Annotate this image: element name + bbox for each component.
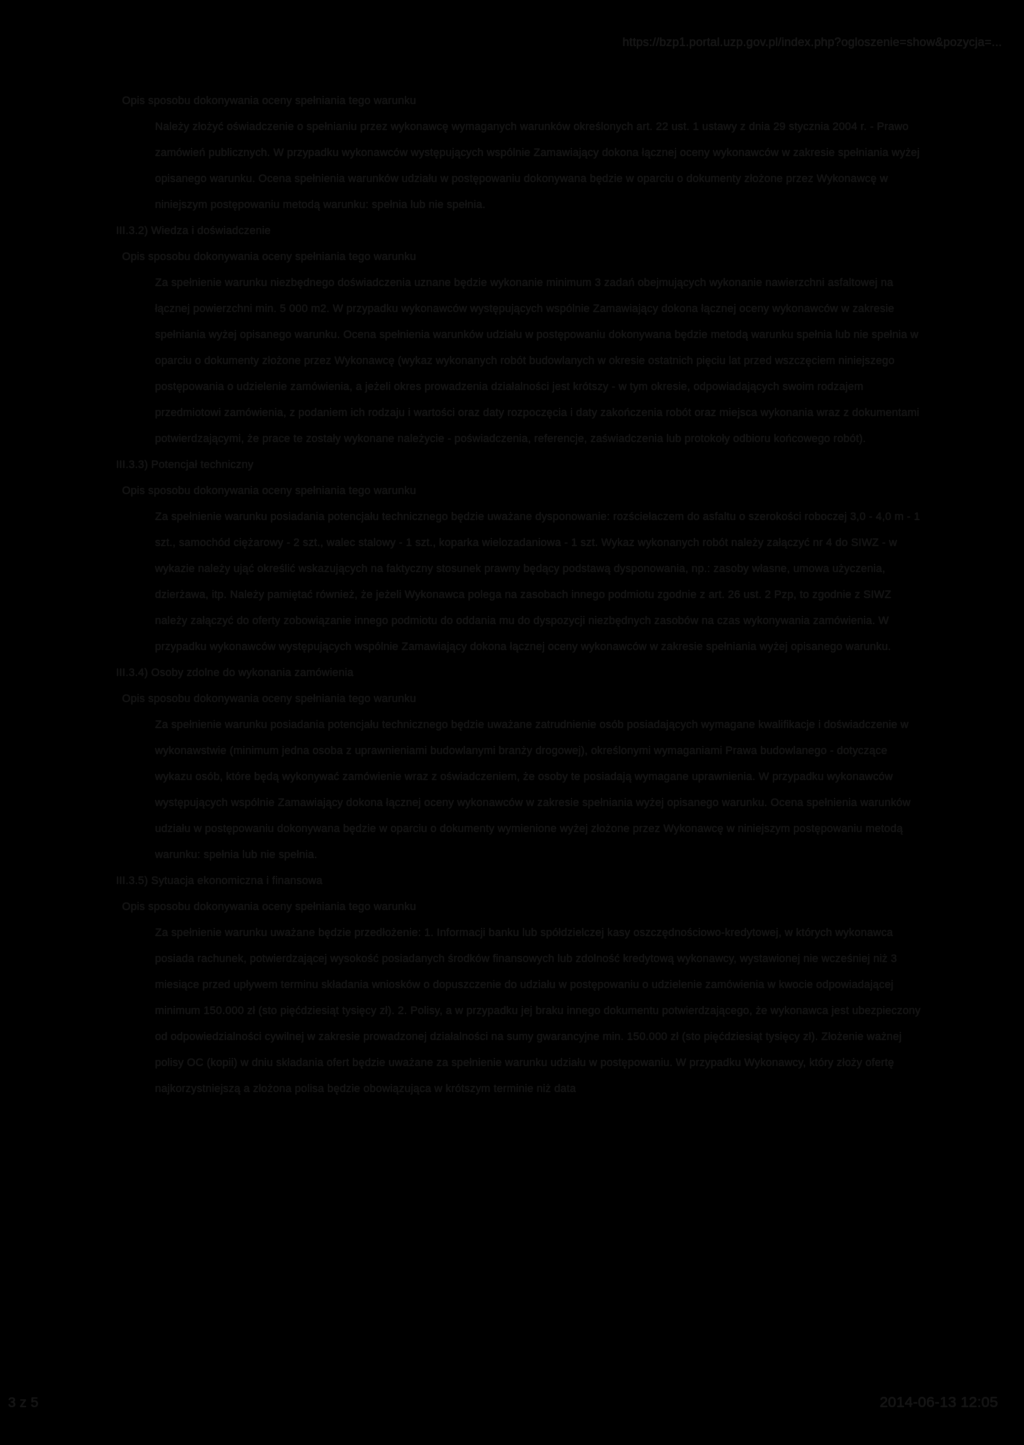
block-paragraph: Za spełnienie warunku uważane będzie przedłożenie: 1. Informacji banku lub spółdzielczej kasy oszczędnościowo-kredytowej, w których wykonawca posiada rachunek, potwierdzającej wysokość posiadanych środków finansowych lub zdolność kredytową wykonawcy, wystawionej nie wcześniej niż 3 miesiące przed upływem terminu składania wniosków o dopuszczenie do udziału w postępowaniu o udzielenie zamówienia w kwocie odpowiadającej minimum 150.000 zł (sto pięćdziesiąt tysięcy zł). 2. Polisy, a w przypadku jej braku innego dokumentu potwierdzającego, że wykonawca jest ubezpieczony od odpowiedzialności cywilnej w zakresie prowadzonej działalności na sumy gwarancyjne min. 150.000 zł (sto pięćdziesiąt tysięcy zł). Złożenie ważnej polisy OC (kopii) w dniu składania ofert będzie uważane za spełnienie warunku udziału w postępowaniu. W przypadku Wykonawcy, który złoży ofertę najkorzystniejszą a złożona polisa będzie obowiązująca w krótszym terminie niż data <box>155 927 921 1095</box>
block-heading: Opis sposobu dokonywania oceny spełniania tego warunku <box>122 95 417 107</box>
block-heading: Opis sposobu dokonywania oceny spełniania tego warunku <box>122 485 417 497</box>
section-title: III.3.2) Wiedza i doświadczenie <box>116 225 271 237</box>
section-sytuacja <box>116 868 932 1102</box>
block-heading: Opis sposobu dokonywania oceny spełniania tego warunku <box>122 901 417 913</box>
section-osoby <box>116 660 932 868</box>
block-paragraph: Należy złożyć oświadczenie o spełnianiu przez wykonawcę wymaganych warunków określonych art. 22 ust. 1 ustawy z dnia 29 stycznia 2004 r. - Prawo zamówień publicznych. W przypadku wykonawców występujących wspólnie Zamawiający dokona łącznej oceny wykonawców w zakresie spełniania wyżej opisanego warunku. Ocena spełnienia warunków udziału w postępowaniu dokonywana będzie w oparciu o dokumenty złożone przez Wykonawcę w niniejszym postępowaniu metodą warunku: spełnia lub nie spełnia. <box>155 121 920 211</box>
page-url: https://bzp1.portal.uzp.gov.pl/index.php?ogloszenie=show&pozycja=... <box>622 35 1002 49</box>
section-title: III.3.4) Osoby zdolne do wykonania zamówienia <box>116 667 354 679</box>
print-datetime: 2014-06-13 12:05 <box>879 1394 998 1411</box>
section-title: III.3.5) Sytuacja ekonomiczna i finansowa <box>116 875 323 887</box>
block-heading: Opis sposobu dokonywania oceny spełniania tego warunku <box>122 251 417 263</box>
section-title: III.3.3) Potencjał techniczny <box>116 459 254 471</box>
conditions-block-1 <box>122 88 932 218</box>
block-paragraph: Za spełnienie warunku posiadania potencjału technicznego będzie uważane zatrudnienie osób posiadających wymagane kwalifikacje i doświadczenie w wykonawstwie (minimum jedna osoba z uprawnieniami budowlanymi branży drogowej), określonymi wymaganiami Prawa budowlanego - dotyczące wykazu osób, które będą wykonywać zamówienie wraz z oświadczeniem, że osoby te posiadają wymagane uprawnienia. W przypadku wykonawców występujących wspólnie Zamawiający dokona łącznej oceny wykonawców w zakresie spełniania wyżej opisanego warunku. Ocena spełnienia warunków udziału w postępowaniu dokonywana będzie w oparciu o dokumenty wymienione wyżej złożone przez Wykonawcę w niniejszym postępowaniu metodą warunku: spełnia lub nie spełnia. <box>155 719 911 861</box>
block-paragraph: Za spełnienie warunku posiadania potencjału technicznego będzie uważane dysponowanie: rozściełaczem do asfaltu o szerokości roboczej 3,0 - 4,0 m - 1 szt., samochód ciężarowy - 2 szt., walec stalowy - 1 szt., koparka wielozadaniowa - 1 szt. Wykaz wykonanych robót należy załączyć nr 4 do SIWZ - w wykazie należy ująć określić wskazujących na faktyczny stosunek prawny będący podstawą dysponowania, np.: zasoby własne, umowa użyczenia, dzierżawa, itp. Należy pamiętać również, że jeżeli Wykonawca polega na zasobach innego podmiotu zgodnie z art. 26 ust. 2 Pzp, to zgodnie z SIWZ należy załączyć do oferty zobowiązanie innego podmiotu do oddania mu do dyspozycji niezbędnych zasobów na czas wykonywania zamówienia. W przypadku wykonawców występujących wspólnie Zamawiający dokona łącznej oceny wykonawców w zakresie spełniania wyżej opisanego warunku. <box>155 511 921 653</box>
section-wiedza <box>116 218 932 452</box>
section-potencjal <box>116 452 932 660</box>
block-heading: Opis sposobu dokonywania oceny spełniania tego warunku <box>122 693 417 705</box>
block-paragraph: Za spełnienie warunku niezbędnego doświadczenia uznane będzie wykonanie minimum 3 zadań obejmujących wykonanie nawierzchni asfaltowej na łącznej powierzchni min. 5 000 m2. W przypadku wykonawców występujących wspólnie Zamawiający dokona łącznej oceny wykonawców w zakresie spełniania wyżej opisanego warunku. Ocena spełnienia warunków udziału w postępowaniu dokonywana będzie metodą warunku spełnia lub nie spełnia w oparciu o dokumenty złożone przez Wykonawcę (wykaz wykonanych robót budowlanych w okresie ostatnich pięciu lat przed wszczęciem niniejszego postępowania o udzielenie zamówienia, a jeżeli okres prowadzenia działalności jest krótszy - w tym okresie, odpowiadających swoim rodzajem przedmiotowi zamówienia, z podaniem ich rodzaju i wartości oraz daty rozpoczęcia i daty zakończenia robót oraz miejsca wykonania wraz z dokumentami potwierdzającymi, że prace te zostały wykonane należycie - poświadczenia, referencje, zaświadczenia lub protokoły odbioru końcowego robót). <box>155 277 920 445</box>
page-number: 3 z 5 <box>8 1394 39 1410</box>
document-body <box>116 88 932 1102</box>
